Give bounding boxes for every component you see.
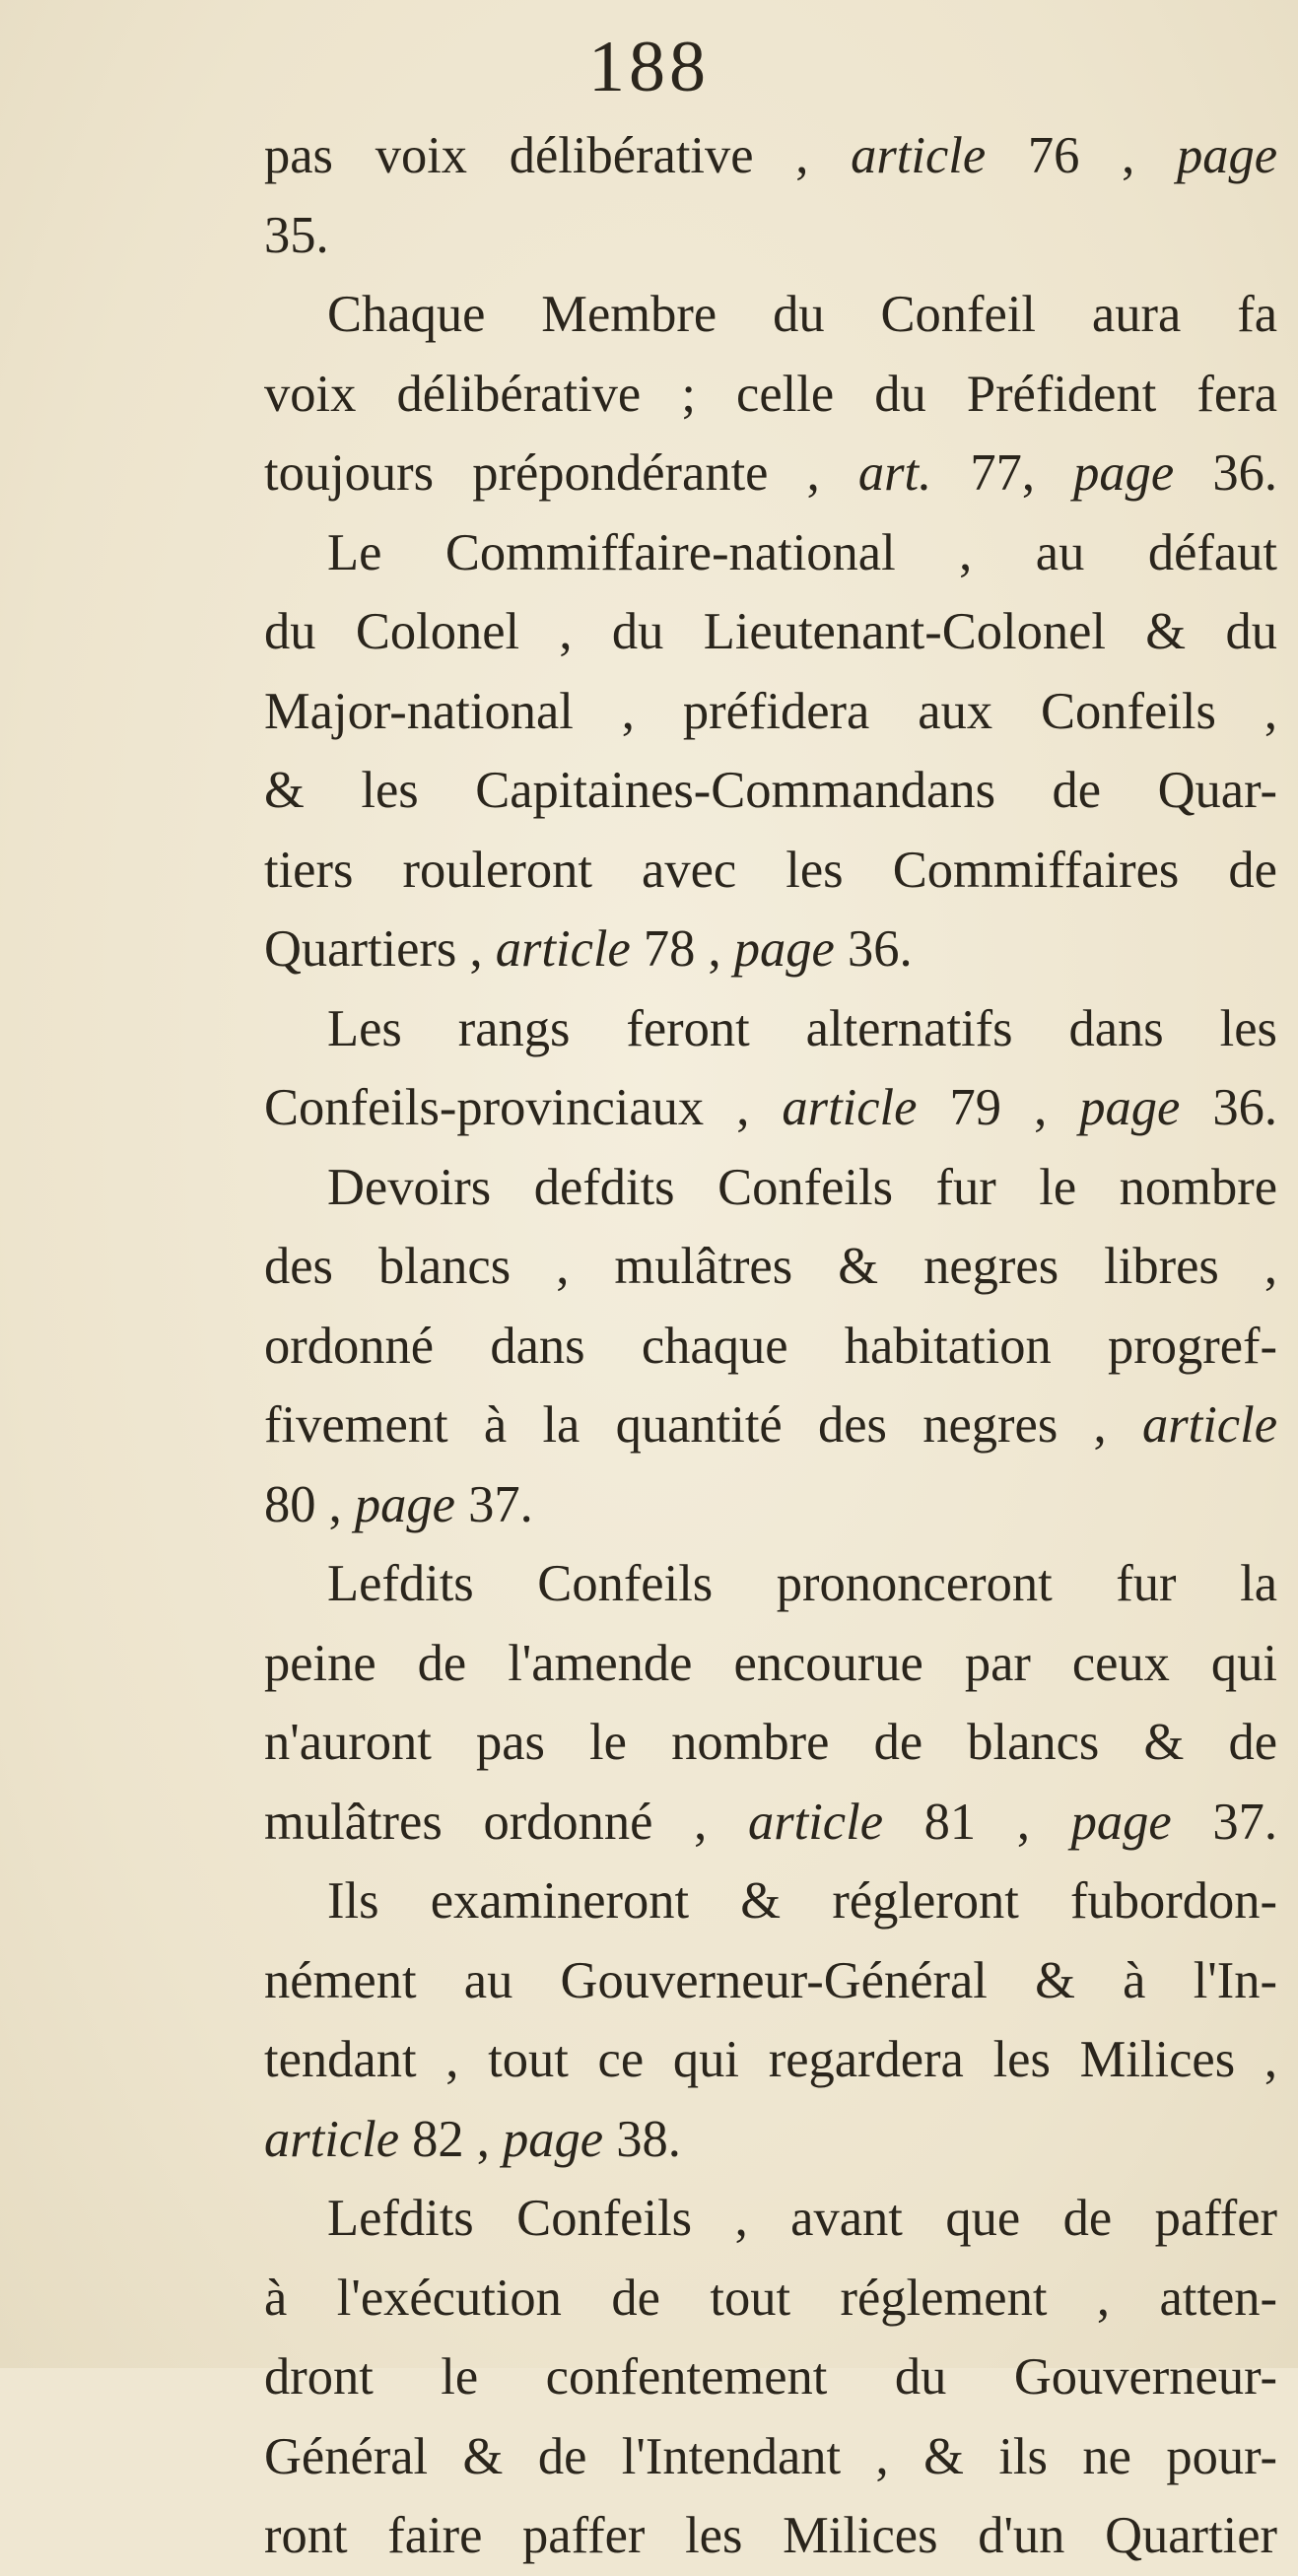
text-line: pas voix délibérative , article 76 , page (264, 127, 1277, 184)
text-line: dront le confentement du Gouverneur- (264, 2348, 1277, 2406)
text-line: toujours prépondérante , art. 77, page 36. (264, 444, 1277, 502)
paragraph-start-line: Lefdits Confeils , avant que de paffer (327, 2190, 1277, 2247)
text-line: n'auront pas le nombre de blancs & de (264, 1714, 1277, 1771)
text-line: tendant , tout ce qui regardera les Milices , (264, 2031, 1277, 2088)
body-text (264, 116, 1277, 2576)
text-line: tiers rouleront avec les Commiffaires de (264, 841, 1277, 899)
paragraph-start-line: Devoirs defdits Confeils fur le nombre (327, 1158, 1277, 1216)
paragraph-start-line: Les rangs feront alternatifs dans les (327, 999, 1277, 1057)
paragraph-start-line: Chaque Membre du Confeil aura fa (327, 286, 1277, 343)
text-line: du Colonel , du Lieutenant-Colonel & du (264, 603, 1277, 660)
text-line: voix délibérative ; celle du Préfident fera (264, 365, 1277, 423)
paragraph-start-line: Le Commiffaire-national , au défaut (327, 523, 1277, 581)
text-line: Quartiers , article 78 , page 36. (264, 920, 913, 978)
text-line: mulâtres ordonné , article 81 , page 37. (264, 1793, 1277, 1851)
page-number: 188 (588, 27, 710, 107)
text-line: 80 , page 37. (264, 1475, 533, 1533)
text-line: ront faire paffer les Milices d'un Quartier (264, 2507, 1277, 2564)
text-line: à l'exécution de tout réglement , atten- (264, 2269, 1277, 2327)
text-line: nément au Gouverneur-Général & à l'In- (264, 1951, 1277, 2009)
text-line: ordonné dans chaque habitation progref- (264, 1317, 1277, 1375)
paragraph-start-line: Ils examineront & régleront fubordon- (327, 1872, 1277, 1930)
text-line: fivement à la quantité des negres , article (264, 1396, 1277, 1454)
text-line: article 82 , page 38. (264, 2110, 681, 2168)
text-line: Major-national , préfidera aux Confeils , (264, 682, 1277, 740)
text-line: Général & de l'Intendant , & ils ne pour- (264, 2427, 1277, 2485)
text-line: & les Capitaines-Commandans de Quar- (264, 762, 1277, 819)
text-line: Confeils-provinciaux , article 79 , page 36. (264, 1079, 1278, 1136)
text-line: 35. (264, 206, 329, 264)
text-line: des blancs , mulâtres & negres libres , (264, 1238, 1277, 1295)
text-line: peine de l'amende encourue par ceux qui (264, 1634, 1277, 1692)
paragraph-start-line: Lefdits Confeils prononceront fur la (327, 1555, 1277, 1612)
